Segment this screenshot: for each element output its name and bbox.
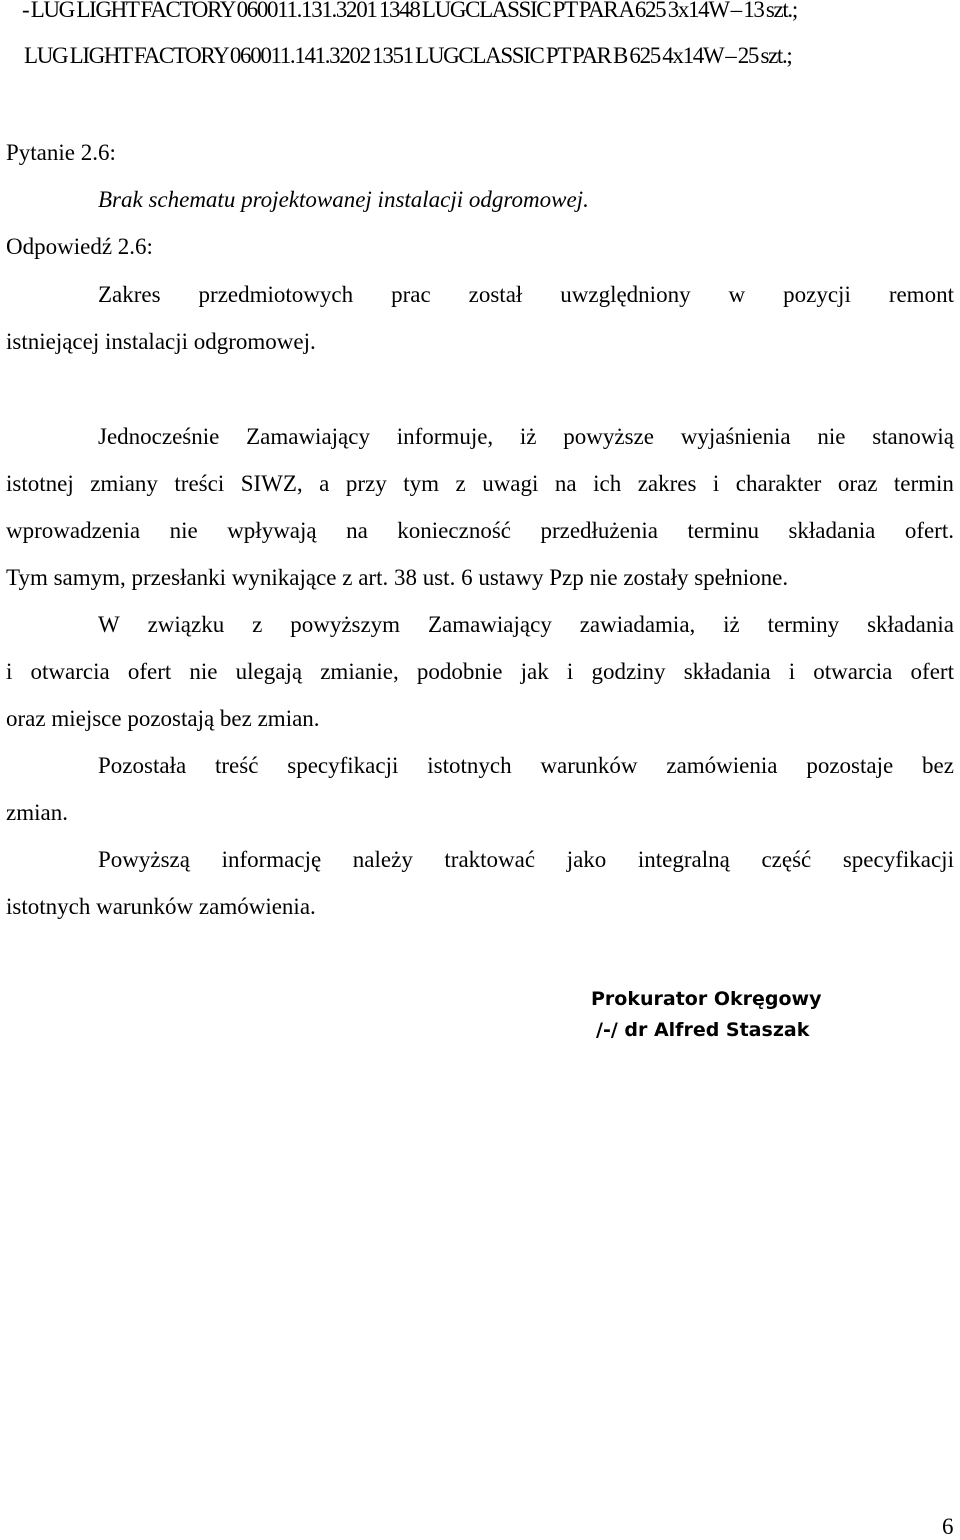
word: charakter (735, 471, 822, 496)
word: Zamawiający (427, 612, 552, 637)
word: nie (189, 659, 218, 684)
word: powyższe (563, 424, 654, 449)
word: jak (520, 659, 549, 684)
word: z (252, 612, 263, 637)
list-item-line-2: LUG LIGHT FACTORY 060011.141.3202 1351 LUGCLASSIC PT PAR B 625 4x14W – 25 szt.; (24, 43, 792, 68)
question-text: Brak schematu projektowanej instalacji odgromowej. (98, 187, 589, 212)
word: jako (566, 847, 607, 872)
paragraph-2-line-3: oraz miejsce pozostają bez zmian. (6, 706, 320, 731)
word: w (728, 282, 746, 307)
word: i (6, 659, 13, 684)
word: zamówienia (666, 753, 778, 778)
word: Jednocześnie (98, 424, 220, 449)
word: został (468, 282, 523, 307)
word: część (761, 847, 812, 872)
word: uwagi (482, 471, 539, 496)
word: Zakres (98, 282, 161, 307)
word: SIWZ, (240, 471, 303, 496)
word: ofert (127, 659, 172, 684)
list-item-line-1: - LUG LIGHT FACTORY 060011.131.3201 1348 LUGCLASSIC PT PAR A 625 3x14W – 13 szt.; (22, 0, 797, 22)
word: powyższym (290, 612, 401, 637)
page-number: 6 (942, 1514, 954, 1539)
word: prac (391, 282, 431, 307)
word: nie (169, 518, 198, 543)
word: wprowadzenia (6, 518, 141, 543)
signature-title: Prokurator Okręgowy (591, 988, 822, 1010)
word: oraz (837, 471, 878, 496)
answer-line-2: istniejącej instalacji odgromowej. (6, 329, 316, 354)
paragraph-2-line-1 (98, 612, 954, 638)
word: traktować (444, 847, 536, 872)
word: istotnej (6, 471, 74, 496)
word: specyfikacji (842, 847, 954, 872)
word: remont (888, 282, 954, 307)
word: ich (593, 471, 622, 496)
answer-line-1 (98, 282, 954, 308)
word: zmianie, (320, 659, 399, 684)
paragraph-4-line-1 (98, 847, 954, 873)
word: otwarcia (813, 659, 893, 684)
word: przedłużenia (540, 518, 658, 543)
word: przedmiotowych (198, 282, 354, 307)
question-heading: Pytanie 2.6: (6, 140, 116, 165)
word: Powyższą (98, 847, 190, 872)
paragraph-3-line-2: zmian. (6, 800, 68, 825)
word: Zamawiający (246, 424, 370, 449)
word: godziny (591, 659, 666, 684)
word: nie (817, 424, 846, 449)
word: i (788, 659, 796, 684)
word: zakres (637, 471, 697, 496)
word: ofert. (904, 518, 954, 543)
word: ofert (910, 659, 954, 684)
word: bez (922, 753, 954, 778)
word: W (98, 612, 120, 637)
word: termin (893, 471, 954, 496)
word: treść (215, 753, 259, 778)
paragraph-4-line-2: istotnych warunków zamówienia. (6, 894, 316, 919)
word: przy (345, 471, 387, 496)
word: integralną (637, 847, 730, 872)
word: na (346, 518, 368, 543)
word: i (566, 659, 574, 684)
word: składania (788, 518, 876, 543)
word: związku (147, 612, 225, 637)
word: a (319, 471, 330, 496)
word: otwarcia (30, 659, 110, 684)
word: wpływają (227, 518, 317, 543)
word: pozycji (783, 282, 851, 307)
word: informuje, (396, 424, 494, 449)
paragraph-1-line-1 (98, 424, 954, 450)
word: na (554, 471, 577, 496)
word: składania (683, 659, 771, 684)
signature-name: /-/ dr Alfred Staszak (596, 1019, 810, 1041)
word: treści (174, 471, 225, 496)
word: informację (221, 847, 322, 872)
word: stanowią (872, 424, 954, 449)
word: należy (352, 847, 413, 872)
word: terminy (767, 612, 840, 637)
word: i (712, 471, 720, 496)
word: terminu (687, 518, 759, 543)
word: Pozostała (98, 753, 187, 778)
word: ulegają (235, 659, 303, 684)
word: zmiany (90, 471, 158, 496)
word: warunków (540, 753, 638, 778)
paragraph-3-line-1 (98, 753, 954, 779)
word: pozostaje (806, 753, 894, 778)
word: zawiadamia, (579, 612, 696, 637)
paragraph-1-line-3 (6, 518, 954, 544)
word: uwzględniony (560, 282, 691, 307)
word: podobnie (416, 659, 503, 684)
word: istotnych (427, 753, 512, 778)
paragraph-1-line-4: Tym samym, przesłanki wynikające z art. 38 ust. 6 ustawy Pzp nie zostały spełnione. (6, 565, 789, 590)
word: iż (723, 612, 740, 637)
paragraph-2-line-2 (6, 659, 954, 685)
word: tym (403, 471, 439, 496)
word: z (455, 471, 466, 496)
word: iż (519, 424, 537, 449)
word: specyfikacji (287, 753, 399, 778)
word: wyjaśnienia (680, 424, 791, 449)
word: składania (867, 612, 954, 637)
paragraph-1-line-2 (6, 471, 954, 497)
answer-heading: Odpowiedź 2.6: (6, 234, 153, 259)
word: konieczność (397, 518, 511, 543)
